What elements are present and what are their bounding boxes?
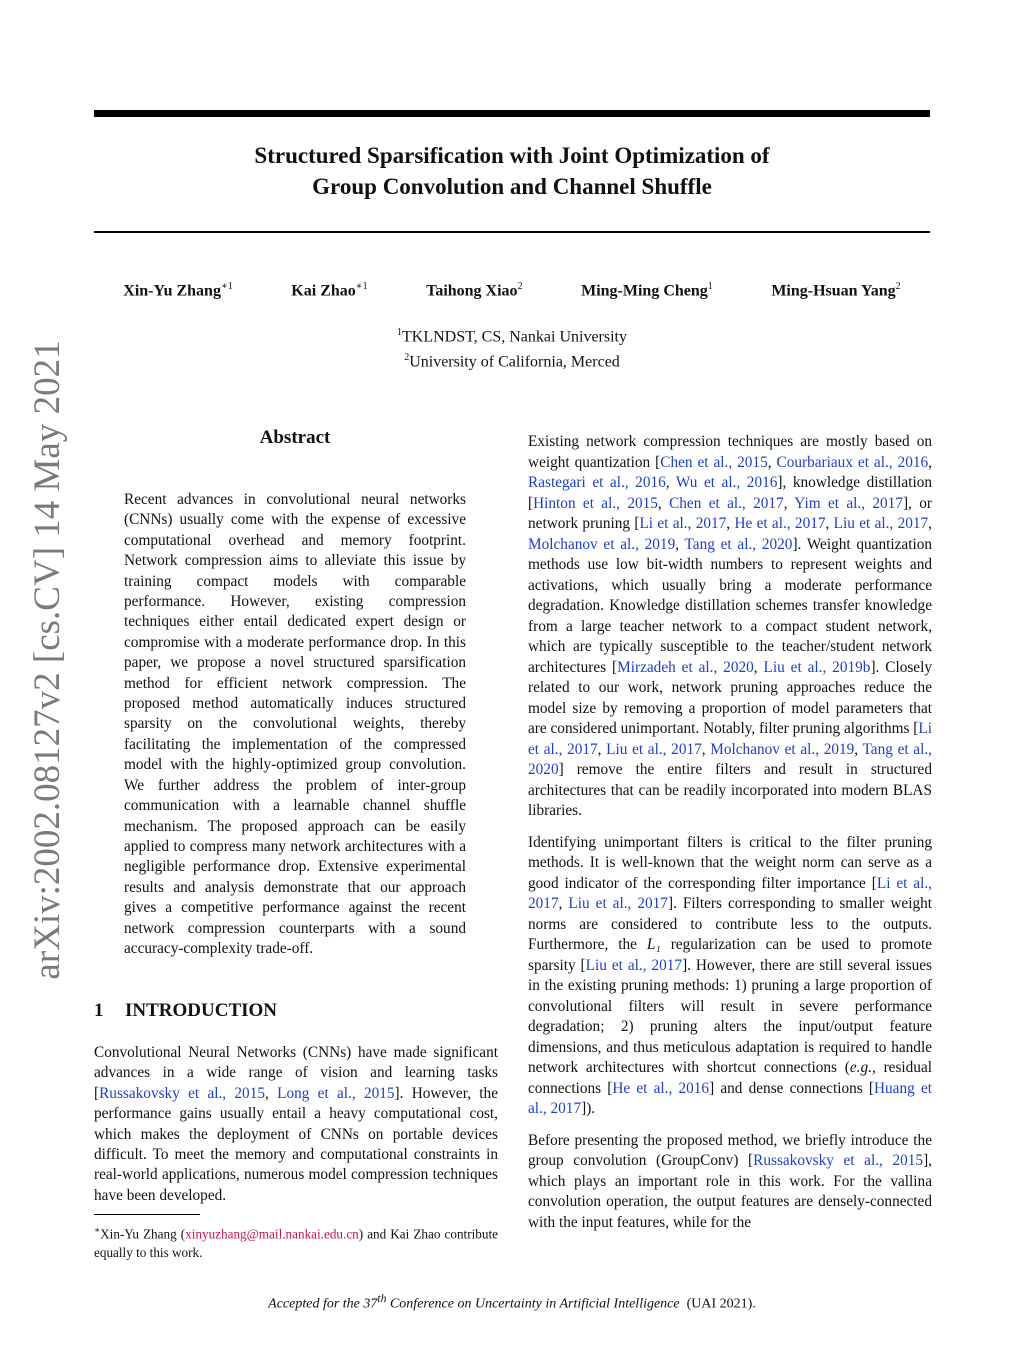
- text-run: ]. Closely related to our work, network pruning approaches reduce the model size by removing a proportion of model parameters that are considered unimportant. Notably, filter pruning algorithms [: [528, 658, 932, 737]
- citation-link[interactable]: Chen et al., 2017: [669, 494, 784, 512]
- text-run: ,: [657, 494, 670, 512]
- citation-link[interactable]: Tang et al., 2020: [528, 740, 932, 778]
- text-run: ]).: [581, 1100, 596, 1117]
- text-run: ], which plays an important role in this work. For the vallina convolution operation, the output features are densely-connected with the input features, while for the: [528, 1152, 932, 1231]
- citation-link[interactable]: Molchanov et al., 2019: [528, 535, 676, 553]
- citation-link[interactable]: Li et al., 2017: [639, 515, 727, 532]
- citation-link[interactable]: Liu et al., 2017: [606, 740, 702, 758]
- author: Xin-Yu Zhang$^{∗1}$: [123, 281, 233, 300]
- text-run: Identifying unimportant filters is critical to the filter pruning methods. It is well-known that the weight norm can serve as a good indicator of the corresponding filter importance [: [528, 833, 932, 892]
- text-run: ]. However, there are still several issues in the existing pruning methods: 1) pruning a large proportion of convolutional filters will result in severe performance degradation; 2) pruning alters the input/output feature dimensions, and thus meticulous adaptation is required to handle network architectures with shortcut connections (: [528, 956, 932, 1076]
- citation-link[interactable]: Huang et al., 2017: [528, 1079, 932, 1117]
- text-run: ,: [701, 740, 711, 758]
- author: Ming-Hsuan Yang$^2$: [771, 281, 901, 300]
- body-paragraph: [528, 1131, 932, 1234]
- affiliation: $^2$University of California, Merced: [404, 352, 620, 371]
- arxiv-identifier: arXiv:2002.08127v2 [cs.CV] 14 May 2021: [27, 340, 68, 980]
- citation-link[interactable]: Tang et al., 2020: [684, 535, 793, 553]
- conference-note: Accepted for the 37th Conference on Uncertainty in Artificial Intelligence (UAI 2021).: [268, 1292, 756, 1312]
- citation-link[interactable]: Molchanov et al., 2019: [710, 740, 855, 758]
- citation-link[interactable]: Yim et al., 2017: [794, 494, 903, 512]
- author: Kai Zhao$^{∗1}$: [291, 281, 368, 300]
- text-run: ,: [783, 494, 795, 512]
- text-run: Existing network compression techniques are mostly based on weight quantization [: [528, 433, 932, 471]
- citation-link[interactable]: Chen et al., 2015: [660, 453, 768, 471]
- citation-link[interactable]: Mirzadeh et al., 2020: [617, 658, 754, 676]
- text-run: ,: [928, 453, 932, 471]
- author-list: [94, 281, 930, 300]
- text-run: ,: [558, 895, 569, 912]
- title-rule-bottom: [94, 231, 930, 233]
- text-run: ,: [767, 453, 777, 471]
- section-number: 1: [94, 1000, 104, 1021]
- citation-link[interactable]: Wu et al., 2016: [675, 474, 778, 491]
- citation-link[interactable]: Liu et al., 2017: [833, 515, 929, 532]
- text-run: residual connections [: [528, 1059, 932, 1097]
- text-run: Before presenting the proposed method, we briefly introduce the group convolution (GroupConv) [: [528, 1131, 932, 1169]
- footnote-rule: [94, 1214, 200, 1215]
- math-symbol: L₁: [646, 936, 661, 953]
- title-line-2: Group Convolution and Channel Shuffle: [312, 174, 712, 199]
- section-title: INTRODUCTION: [125, 1000, 278, 1021]
- abstract-heading: Abstract: [259, 427, 331, 448]
- citation-link[interactable]: Long et al., 2015: [277, 1084, 395, 1102]
- citation-link[interactable]: Courbariaux et al., 2016: [776, 453, 929, 471]
- text-run: ]. Filters corresponding to smaller weight norms are considered to contribute less to the outputs. Furthermore, the: [528, 895, 932, 953]
- text-run: ,: [726, 515, 735, 532]
- text-run: ,: [597, 740, 607, 758]
- citation-link[interactable]: Hinton et al., 2015: [533, 494, 658, 512]
- section-heading: [94, 1000, 277, 1022]
- text-run: ]. Weight quantization methods use low bit-width numbers to represent weights and activations, which usually bring a moderate performance degradation. Knowledge distillation schemes transfer knowledge from a large teacher network to a compact student network, which are typically susceptible to the teacher/student network architectures [: [528, 535, 932, 676]
- title-line-1: Structured Sparsification with Joint Optimization of: [254, 143, 770, 168]
- intro-paragraph: Convolutional Neural Networks (CNNs) have made significant advances in a wide range of vision and learning tasks [Russakovsky et al., 2015, Long et al., 2015]. However, the performance gains usually entail a heavy computational cost, which makes the deployment of CNNs on portable devices difficult. To meet the memory and computational constraints in real-world applications, numerous model compression techniques have been developed.: [94, 1044, 498, 1204]
- right-column: [528, 432, 932, 1244]
- text-run: ,: [675, 535, 685, 553]
- text-run: ] and dense connections [: [709, 1079, 874, 1097]
- author: Ming-Ming Cheng$^1$: [581, 281, 713, 300]
- abstract-body: Recent advances in convolutional neural networks (CNNs) usually come with the expense of excessive computational overhead and memory footprint. Network compression aims to alleviate this issue by training compact models with comparable performance. However, existing compression techniques either entail dedicated expert design or compromise with a moderate performance drop. In this paper, we propose a novel structured sparsification method for efficient network compression. The proposed method automatically induces structured sparsity on the convolutional weights, thereby facilitating the implementation of the compressed model with the highly-optimized group convolution. We further address the problem of inter-group communication with a learnable channel shuffle mechanism. The proposed approach can be easily applied to compress many network architectures with a negligible performance drop. Extensive experimental results and analysis demonstrate that our approach gives a competitive performance against the recent network compression counterparts with a sound accuracy-complexity trade-off.: [124, 491, 466, 957]
- citation-link[interactable]: Li et al., 2017: [528, 874, 932, 912]
- author: Taihong Xiao$^2$: [426, 281, 523, 300]
- text-run: ,: [825, 515, 834, 532]
- citation-link[interactable]: He et al., 2017: [734, 515, 826, 532]
- citation-link[interactable]: Russakovsky et al., 2015: [99, 1084, 265, 1102]
- body-paragraph: [528, 833, 932, 1120]
- text-run: ,: [753, 658, 764, 676]
- citation-link[interactable]: He et al., 2016: [612, 1079, 710, 1097]
- citation-link[interactable]: Rastegari et al., 2016: [528, 474, 666, 491]
- text-run: regularization can be used to promote sparsity [: [528, 936, 933, 974]
- citation-link[interactable]: Russakovsky et al., 2015: [753, 1152, 924, 1169]
- text-run: ,: [665, 474, 676, 491]
- text-run: ], knowledge distillation [: [528, 474, 933, 512]
- citation-link[interactable]: Liu et al., 2017: [585, 956, 683, 974]
- text-run: ,: [854, 740, 863, 758]
- affiliation: $^1$TKLNDST, CS, Nankai University: [396, 327, 627, 346]
- title-rule-top: [94, 110, 930, 117]
- text-run: ] remove the entire filters and result in structured architectures that can be readily incorporated into modern BLAS libraries.: [528, 761, 932, 819]
- citation-link[interactable]: Li et al., 2017: [528, 720, 932, 758]
- footnote: ∗Xin-Yu Zhang (xinyuzhang@mail.nankai.edu.cn) and Kai Zhao contribute equally to this work.: [94, 1225, 498, 1261]
- email-link[interactable]: xinyuzhang@mail.nankai.edu.cn: [185, 1226, 359, 1242]
- text-run: ,: [928, 515, 932, 532]
- body-paragraph: [528, 432, 932, 822]
- text-run: ], or network pruning [: [528, 494, 932, 532]
- italic-text: e.g.,: [849, 1059, 876, 1076]
- citation-link[interactable]: Liu et al., 2017: [568, 895, 668, 912]
- affiliations: [94, 322, 930, 373]
- citation-link[interactable]: Liu et al., 2019b: [763, 658, 871, 676]
- paper-title: [94, 140, 930, 202]
